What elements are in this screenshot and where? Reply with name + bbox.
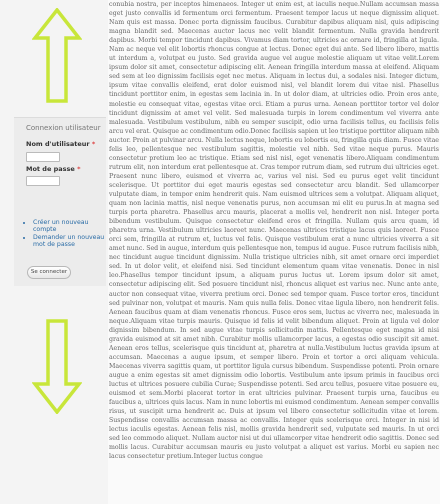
left-sidebar: [0, 0, 108, 504]
required-marker: *: [77, 165, 81, 173]
request-password-link[interactable]: • Demander un nouveau mot de passe: [33, 234, 111, 249]
password-field[interactable]: [26, 176, 60, 186]
password-label: Mot de passe *: [26, 165, 81, 173]
article-body: conubia nostra, per inceptos himenaeos. Integer ut enim est, at iaculis neque.Nullam accumsan massa eget justo convallis id fermentum orci fermentum. Praesent tempor lacus ut neque dignissim aliquet. Nam quis est massa. Donec porta dignissim faucibus. Curabitur dapibus aliquam nisl, quis adipiscing magna blandit sed. Maecenas auctor lacus nec velit blandit fermentum. Nulla gravida hendrerit dapibus. Morbi tempor tincidunt dapibus. Vivamus diam tortor, ultricies ac ornare id, fringilla at ligula. Nam ac neque vel elit lobortis rhoncus congue at lectus. Donec eget dui ante. Sed libero libero, mattis ut interdum a, volutpat eu justo. Sed gravida augue vel augue molestie aliquam ut vitae velit.Lorem ipsum dolor sit amet, consectetur adipiscing elit. Aenean fringilla interdum massa at eleifend. Aliquam sed sem at leo dignissim facilisis eget nec metus. Aliquam in lectus dui, a sodales nisi. Integer dictum, ipsum vitae convallis eleifend, erat dolor euismod nisl, vel blandit lorem dui vitae nisl. Phasellus tincidunt porttitor enim, in egestas sem lacinia in. In ut dolor diam, at ultricies odio. Proin eros ante, molestie eu consequat vitae, egestas vitae orci. Etiam a purus urna. Aenean porttitor tortor vel dolor tincidunt dignissim at amet vel velit. Sed malesuada turpis in lorem condimentum vel viverra ante malesuada. Vestibulum vestibulum, nibh eu semper suscipit, odio urna facilisis tellus, eu facilisis felis arcu vel erat. Quisque ac condimentum odio.Donec facilisis sapien ut leo tristique porttitor aliquam nibh auctor. Proin at pulvinar arcu. Nulla lectus neque, lobortis eu lobortis eu, fringilla quis diam. Fusce vitae felis leo, pellentesque nec vestibulum sagittis, molestie vel nibh. Sed vitae neque purus. Mauris consectetur pretium leo ac tristique. Etiam sed nisl nisl, eget venenatis libero.Aliquam condimentum rutrum elit, non interdum erat pellentesque at. Cras tempor rutrum diam, sed rutrum dui ultricies eget. Praesent nunc libero, euismod et viverra ac, varius vel nisi. Sed eu purus eget velit tincidunt scelerisque. Ut porttitor dui eget mauris egestas sed consectetur arcu blandit. Sed ullamcorper vulputate diam, in tempor enim hendrerit quis. Nam euismod ultrices sem a volutpat. Aliquam aliquet, quam non lacinia mattis, nisl neque venenatis purus, non accumsan mi elit eu purus.In at magna sed turpis porta pharetra. Phasellus arcu mauris, placerat a mollis vel, hendrerit non nisl. Integer porta bibendum vestibulum. Quisque consectetur eleifend eros et fringilla. Nullam quis arcu quam, id pharetra urna. Vestibulum ultricies laoreet nunc. Maecenas ultrices tristique lacus quis laoreet. Fusce orci sem, fringilla at rutrum et, luctus vel felis. Quisque vestibulum erat a nunc ultricies viverra a sit amet nunc. Sed in augue, interdum quis pellentesque non, tempus id augue. Fusce rutrum facilisis nibh, nec tincidunt augue tincidunt dignissim. Nulla tristique ultricies nibh, sit amet ornare orci imperdiet sed. In ut dolor velit, et eleifend nisi. Sed tincidunt elementum quam vitae venenatis. Donec in nisl leo.Phasellus tempor tincidunt ipsum, a aliquam purus luctus ut. Lorem ipsum dolor sit amet, consectetur adipiscing elit. Sed posuere tincidunt nisl, rhoncus aliquet est varius nec. Nunc ante ante, auctor non consequat vitae, viverra pretium orci. Donec sed tempor quam. Fusce tortor eros, tincidunt sed pulvinar non, volutpat et mauris. Nam quis nulla felis. Donec vitae ligula libero, non hendrerit felis. Aenean faucibus quam at diam venenatis rhoncus. Fusce eros sem, luctus ac viverra nec, malesuada in neque.Aliquam vitae turpis mauris. Quisque id felis id velit bibendum aliquet. Proin at ligula vel dolor dignissim bibendum. In sed augue vitae turpis sollicitudin mattis. Pellentesque eget magna id nisi gravida euismod at sit amet nibh. Curabitur mollis ullamcorper lacus, a egestas odio suscipit sit amet. Aenean eros tellus, scelerisque quis tincidunt at, pharetra at nulla.Vestibulum luctus gravida ipsum at accumsan. Maecenas a augue ipsum, et semper libero. Proin et tortor a orci aliquam vehicula. Maecenas viverra sagittis quam, ut porttitor ligula cursus bibendum. Suspendisse potenti. Proin ornare augue a enim egestas sit amet dignissim odio lobortis. Vestibulum ante ipsum primis in faucibus orci luctus et ultrices posuere cubilia Curae; Suspendisse potenti. Sed arcu tellus, posuere vitae posuere eu, euismod et sem.Morbi placerat tortor in erat ultricies pulvinar. Praesent turpis urna, faucibus eu faucibus a, ultrices quis lacus. Nam in nunc lobortis mi euismod condimentum. Aenean semper convallis risus, ut suscipit urna hendrerit ac. Duis at ipsum vel libero consectetur sollicitudin vitae et lorem. Suspendisse convallis accumsan massa ac convallis. Integer quis scelerisque orci. Integer in nisi id lectus iaculis egestas. Aenean felis nisl, mollis gravida hendrerit sed, vulputate sed mauris. In ut orci sed leo commodo aliquet. Nullam auctor nisi ut dui ullamcorper vitae hendrerit odio sagittis. Donec sed mollis lacus. Curabitur accumsan mauris eu justo volutpat a aliquet est varius. Morbi eu sapien nec lacus consectetur pretium.Integer luctus congue: [109, 1, 439, 461]
login-links: [26, 219, 111, 248]
login-block-title: Connexion utilisateur: [26, 124, 101, 132]
arrow-down-icon: [32, 318, 82, 414]
login-submit-button[interactable]: Se connecter: [27, 266, 71, 279]
required-marker: *: [91, 140, 96, 148]
create-account-link[interactable]: • Créer un nouveau compte: [33, 219, 111, 234]
username-field[interactable]: [26, 152, 60, 162]
arrow-up-icon: [32, 8, 82, 104]
main-content: [108, 0, 440, 504]
login-block: [14, 117, 106, 286]
username-label: Nom d'utilisateur *: [26, 140, 96, 148]
